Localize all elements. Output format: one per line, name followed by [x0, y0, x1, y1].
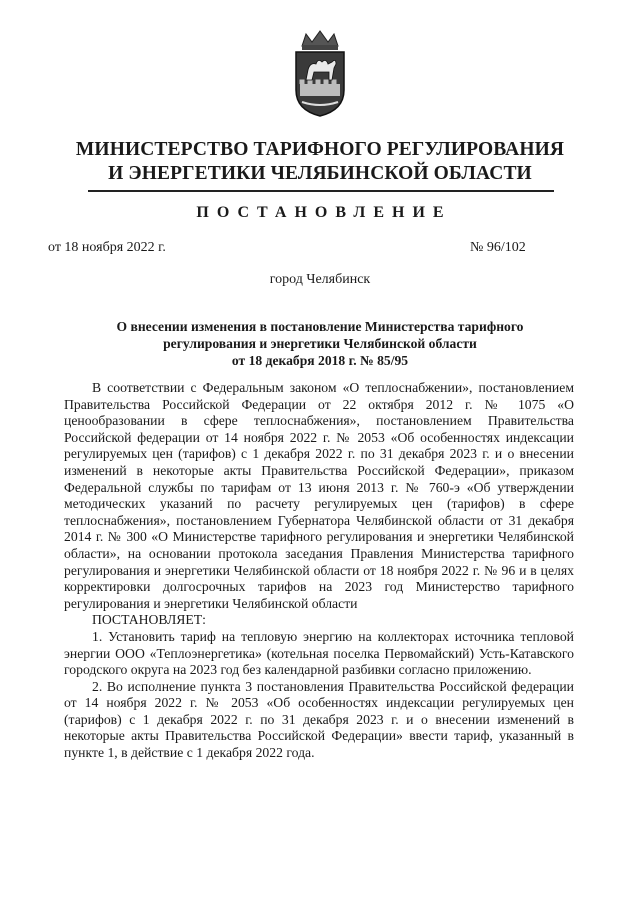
document-type: ПОСТАНОВЛЕНИЕ — [196, 204, 452, 221]
document-title — [60, 318, 580, 369]
ministry-name-line1: МИНИСТЕРСТВО ТАРИФНОГО РЕГУЛИРОВАНИЯ — [75, 139, 565, 160]
header-divider — [88, 190, 554, 192]
document-title-line2: регулирования и энергетики Челябинской области — [163, 336, 477, 351]
preamble-paragraph: В соответствии с Федеральным законом «О теплоснабжении», постановлением Правительства Российской Федерации от 22 октября 2012 г. № 1075 «О ценообразовании в сфере теплоснабжения», постановлением Правительства Российской федерации от 14 ноября 2022 г. № 2053 «Об особенностях индексации регулируемых цен (тарифов) с 1 декабря 2022 г. по 31 декабря 2023 г. и о внесении изменений в некоторые акты Правительства Российской Федерации», приказом Федеральной службы по тарифам от 13 июня 2013 г. № 760-э «Об утверждении методических указаний по расчету регулируемых цен (тарифов) в сфере теплоснабжения», постановлением Губернатора Челябинской области от 31 декабря 2014 г. № 300 «О Министерстве тарифного регулирования и энергетики Челябинской области», на основании протокола заседания Правления Министерства тарифного регулирования и энергетики Челябинской области от 18 ноября 2022 г. № 96 и в целях корректировки долгосрочных тарифов на 2023 год Министерство тарифного регулирования и энергетики Челябинской области — [64, 380, 574, 611]
item-2-paragraph: 2. Во исполнение пункта 3 постановления Правительства Российской федерации от 14 ноября 2022 г. № 2053 «Об особенностях индексации регулируемых цен (тарифов) с 1 декабря 2022 г. по 31 декабря 2023 г. и о внесении изменений в некоторые акты Правительства Российской Федерации» ввести тариф, указанный в пункте 1, в действие с 1 декабря 2022 года. — [64, 678, 574, 761]
document-title-line1: О внесении изменения в постановление Министерства тарифного — [116, 319, 524, 334]
resolves-line: ПОСТАНОВЛЯЕТ: — [92, 612, 206, 628]
document-date: от 18 ноября 2022 г. — [48, 240, 166, 255]
item-1-paragraph: 1. Установить тариф на тепловую энергию на коллекторах источника тепловой энергии ООО «Теплоэнергетика» (котельная поселка Первомайский) Усть-Катавского городского округа на 2023 год без календарной разбивки согласно приложению. — [64, 628, 574, 678]
document-number: № 96/102 — [470, 240, 526, 255]
chelyabinsk-coat-of-arms-icon — [288, 28, 352, 118]
ministry-name-line2: И ЭНЕРГЕТИКИ ЧЕЛЯБИНСКОЙ ОБЛАСТИ — [108, 163, 532, 184]
document-title-line3: от 18 декабря 2018 г. № 85/95 — [231, 353, 409, 368]
ministry-name — [0, 138, 640, 186]
document-city: город Челябинск — [269, 272, 371, 287]
document-body — [64, 380, 574, 762]
